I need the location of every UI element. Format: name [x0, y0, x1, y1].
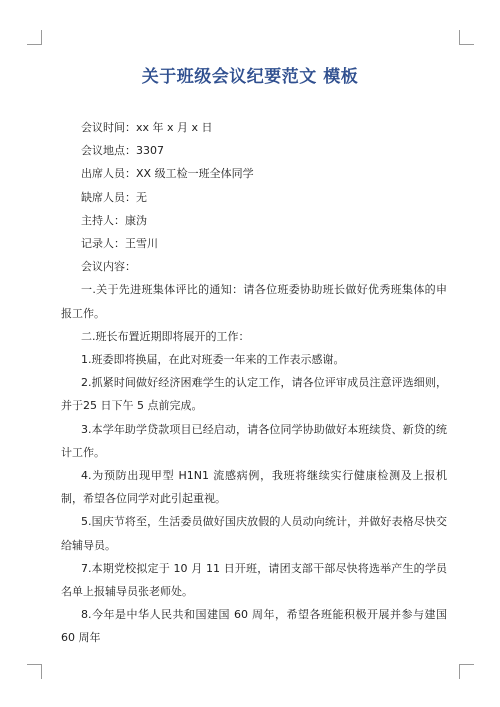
- paragraph: 1.班委即将换届，在此对班委一年来的工作表示感谢。: [81, 353, 345, 367]
- paragraph: 二.班长布置近期即将展开的工作：: [81, 329, 250, 343]
- meeting-absent: 缺席人员：无: [81, 190, 147, 204]
- meeting-content-label: 会议内容：: [81, 260, 136, 274]
- paragraph: 8.今年是中华人民共和国建国 60 周年，希望各班能积极开展并参与建国 60 周年: [61, 608, 447, 645]
- paragraph: 一.关于先进班集体评比的通知：请各位班委协助班长做好优秀班集体的申报工作。: [61, 283, 447, 320]
- page-corner-mark-bottom-left: [27, 664, 42, 679]
- document-body: [61, 116, 447, 650]
- page-corner-mark-top-right: [459, 30, 474, 45]
- meeting-host: 主持人：康沩: [81, 213, 147, 227]
- meeting-recorder: 记录人：王雪川: [81, 237, 158, 251]
- document-title: 关于班级会议纪要范文 模板: [141, 67, 359, 87]
- paragraph: 7.本期党校拟定于 10 月 11 日开班，请团支部干部尽快将选举产生的学员名单上报辅导员张老师处。: [61, 561, 447, 599]
- meeting-time: 会议时间：xx 年 x 月 x 日: [81, 121, 213, 134]
- page-corner-mark-top-left: [27, 30, 42, 45]
- meeting-place: 会议地点：3307: [81, 144, 164, 158]
- meeting-attendees: 出席人员：XX 级工检一班全体同学: [81, 167, 254, 181]
- page-corner-mark-bottom-right: [459, 664, 474, 679]
- paragraph: 3.本学年助学贷款项目已经启动，请各位同学协助做好本班续贷、新贷的统计工作。: [61, 422, 447, 459]
- paragraph: 2.抓紧时间做好经济困难学生的认定工作，请各位评审成员注意评选细则，并于25 日下午 5 点前完成。: [61, 376, 447, 413]
- paragraph: 4.为预防出现甲型 H1N1 流感病例，我班将继续实行健康检测及上报机制，希望各位同学对此引起重视。: [61, 469, 447, 506]
- paragraph: 5.国庆节将至，生活委员做好国庆放假的人员动向统计，并做好表格尽快交给辅导员。: [61, 515, 447, 552]
